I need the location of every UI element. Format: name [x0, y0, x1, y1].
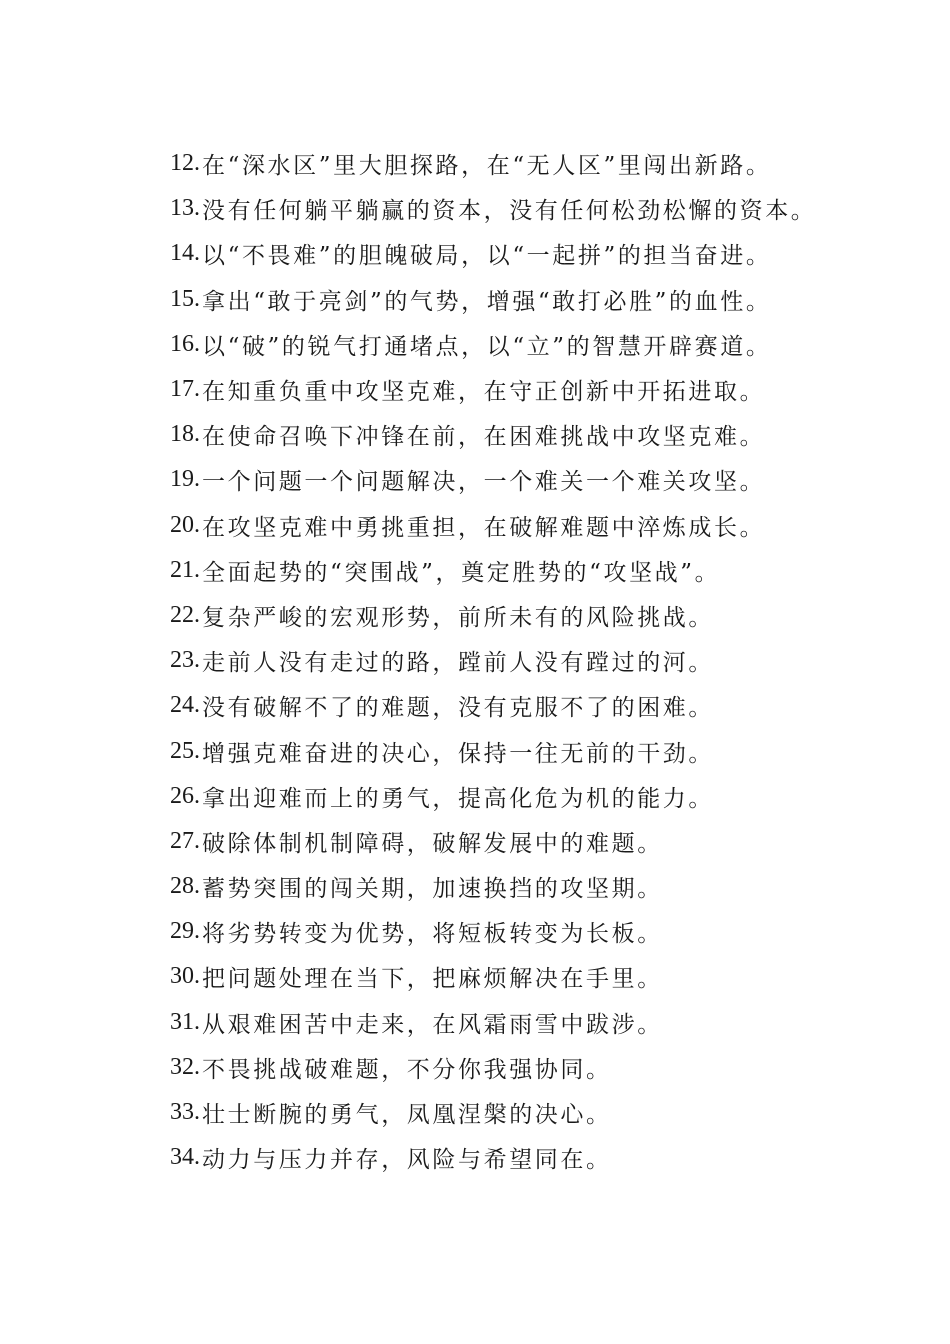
item-text: 全面起势的“突围战”，奠定胜势的“攻坚战”。 [202, 559, 721, 586]
item-text: 拿出“敢于亮剑”的气势，增强“敢打必胜”的血性。 [202, 288, 772, 315]
list-item [170, 728, 930, 773]
item-number: 17. [170, 376, 200, 403]
item-text: 蓄势突围的闯关期，加速换挡的攻坚期。 [202, 876, 663, 903]
item-text: 把问题处理在当下，把麻烦解决在手里。 [202, 966, 663, 993]
list-item [170, 412, 930, 457]
list-item [170, 186, 930, 231]
item-text: 拿出迎难而上的勇气，提高化危为机的能力。 [202, 785, 714, 812]
item-number: 12. [170, 150, 200, 177]
item-number: 26. [170, 782, 200, 809]
list-item [170, 683, 930, 728]
item-number: 33. [170, 1099, 200, 1126]
item-number: 13. [170, 195, 200, 222]
list-item [170, 367, 930, 412]
list-item [170, 548, 930, 593]
item-number: 15. [170, 285, 200, 312]
item-text: 以“破”的锐气打通堵点，以“立”的智慧开辟赛道。 [202, 333, 772, 360]
item-number: 18. [170, 421, 200, 448]
list-item [170, 819, 930, 864]
item-text: 以“不畏难”的胆魄破局，以“一起拼”的担当奋进。 [202, 243, 772, 270]
list-item [170, 638, 930, 683]
item-text: 增强克难奋进的决心，保持一往无前的干劲。 [202, 740, 714, 767]
item-number: 21. [170, 556, 200, 583]
list-item [170, 1090, 930, 1135]
item-number: 22. [170, 601, 200, 628]
list-item [170, 231, 930, 276]
item-text: 没有任何躺平躺赢的资本，没有任何松劲松懈的资本。 [202, 198, 817, 225]
item-text: 从艰难困苦中走来，在风霜雨雪中跋涉。 [202, 1011, 663, 1038]
list-item [170, 593, 930, 638]
item-number: 30. [170, 963, 200, 990]
item-number: 28. [170, 873, 200, 900]
item-number: 32. [170, 1053, 200, 1080]
item-number: 20. [170, 511, 200, 538]
list-item [170, 1000, 930, 1045]
item-text: 走前人没有走过的路，蹚前人没有蹚过的河。 [202, 650, 714, 677]
list-item [170, 1045, 930, 1090]
item-number: 25. [170, 737, 200, 764]
slogan-list [170, 141, 930, 1180]
item-text: 在攻坚克难中勇挑重担，在破解难题中淬炼成长。 [202, 514, 766, 541]
item-text: 不畏挑战破难题，不分你我强协同。 [202, 1056, 612, 1083]
item-number: 14. [170, 240, 200, 267]
item-text: 没有破解不了的难题，没有克服不了的困难。 [202, 695, 714, 722]
item-number: 31. [170, 1008, 200, 1035]
item-text: 在使命召唤下冲锋在前，在困难挑战中攻坚克难。 [202, 424, 766, 451]
item-text: 在知重负重中攻坚克难，在守正创新中开拓进取。 [202, 379, 766, 406]
list-item [170, 322, 930, 367]
list-item [170, 1135, 930, 1180]
list-item [170, 503, 930, 548]
item-number: 23. [170, 647, 200, 674]
item-number: 34. [170, 1144, 200, 1171]
list-item [170, 909, 930, 954]
item-text: 复杂严峻的宏观形势，前所未有的风险挑战。 [202, 604, 714, 631]
item-text: 在“深水区”里大胆探路，在“无人区”里闯出新路。 [202, 153, 772, 180]
item-text: 破除体制机制障碍，破解发展中的难题。 [202, 830, 663, 857]
item-text: 动力与压力并存，风险与希望同在。 [202, 1147, 612, 1174]
item-text: 壮士断腕的勇气，凤凰涅槃的决心。 [202, 1102, 612, 1129]
list-item [170, 277, 930, 322]
list-item [170, 954, 930, 999]
list-item [170, 457, 930, 502]
list-item [170, 141, 930, 186]
item-number: 29. [170, 918, 200, 945]
item-number: 19. [170, 466, 200, 493]
item-number: 16. [170, 330, 200, 357]
item-number: 24. [170, 692, 200, 719]
list-item [170, 864, 930, 909]
list-item [170, 774, 930, 819]
item-text: 将劣势转变为优势，将短板转变为长板。 [202, 921, 663, 948]
item-number: 27. [170, 827, 200, 854]
item-text: 一个问题一个问题解决，一个难关一个难关攻坚。 [202, 469, 766, 496]
